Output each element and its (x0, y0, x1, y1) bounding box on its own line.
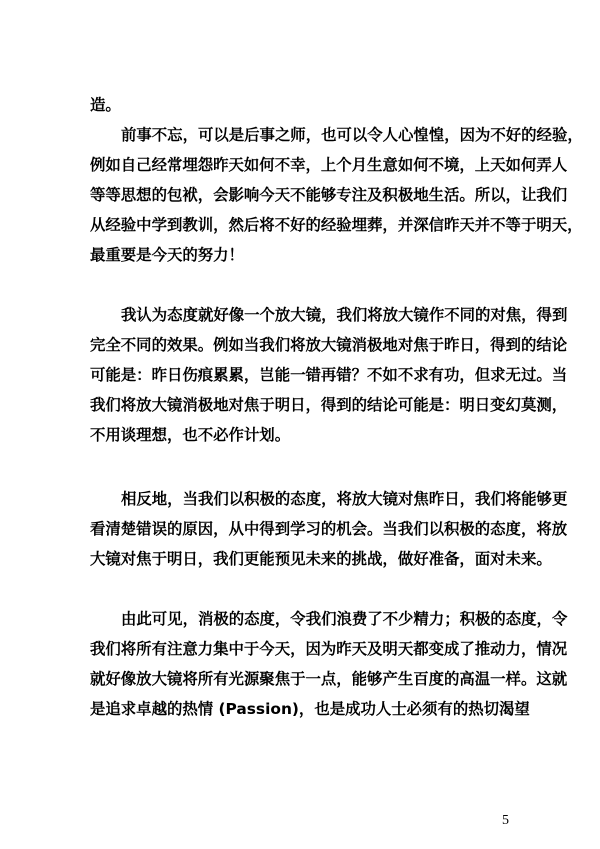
text-line: 从经验中学到教训，然后将不好的经验埋葬，并深信昨天并不等于明天， (90, 216, 583, 234)
text-line: 相反地，当我们以积极的态度，将放大镜对焦昨日，我们将能够更 (121, 490, 568, 508)
paragraph-continuation (90, 90, 550, 120)
paragraph-positive (90, 484, 568, 574)
text-line: 前事不忘，可以是后事之师，也可以令人心惶惶，因为不好的经验， (121, 126, 583, 144)
text-line: 例如自己经常埋怨昨天如何不幸，上个月生意如何不境，上天如何弄人 (90, 156, 568, 174)
text-line: 最重要是今天的努力！ (90, 246, 244, 264)
text-line: 我们将放大镜消极地对焦于明日，得到的结论可能是：明日变幻莫测， (90, 396, 568, 414)
text-line: 不用谈理想，也不必作计划。 (90, 426, 291, 444)
text-line: 造。 (90, 96, 121, 114)
text-line: 等等思想的包袱，会影响今天不能够专注及积极地生活。所以，让我们 (90, 186, 568, 204)
text-line: 我们将所有注意力集中于今天，因为昨天及明天都变成了推动力，情况 (90, 640, 568, 658)
text-line: 就好像放大镜将所有光源聚焦于一点，能够产生百度的高温一样。这就 (90, 670, 568, 688)
page-number: 5 (502, 813, 509, 828)
paragraph-lessons (90, 120, 583, 270)
text-line: 是追求卓越的热情 (Passion)，也是成功人士必须有的热切渴望 (90, 700, 530, 718)
text-line: 大镜对焦于明日，我们更能预见未来的挑战，做好准备，面对未来。 (90, 550, 552, 568)
text-line: 我认为态度就好像一个放大镜，我们将放大镜作不同的对焦，得到 (121, 306, 568, 324)
text-line: 由此可见，消极的态度，令我们浪费了不少精力；积极的态度，令 (121, 610, 568, 628)
text-line: 可能是：昨日伤痕累累，岂能一错再错？不如不求有功，但求无过。当 (90, 366, 568, 384)
text-line: 看清楚错误的原因，从中得到学习的机会。当我们以积极的态度，将放 (90, 520, 568, 538)
paragraph-magnifier (90, 300, 568, 450)
text-line: 完全不同的效果。例如当我们将放大镜消极地对焦于昨日，得到的结论 (90, 336, 568, 354)
paragraph-conclusion (90, 604, 568, 724)
